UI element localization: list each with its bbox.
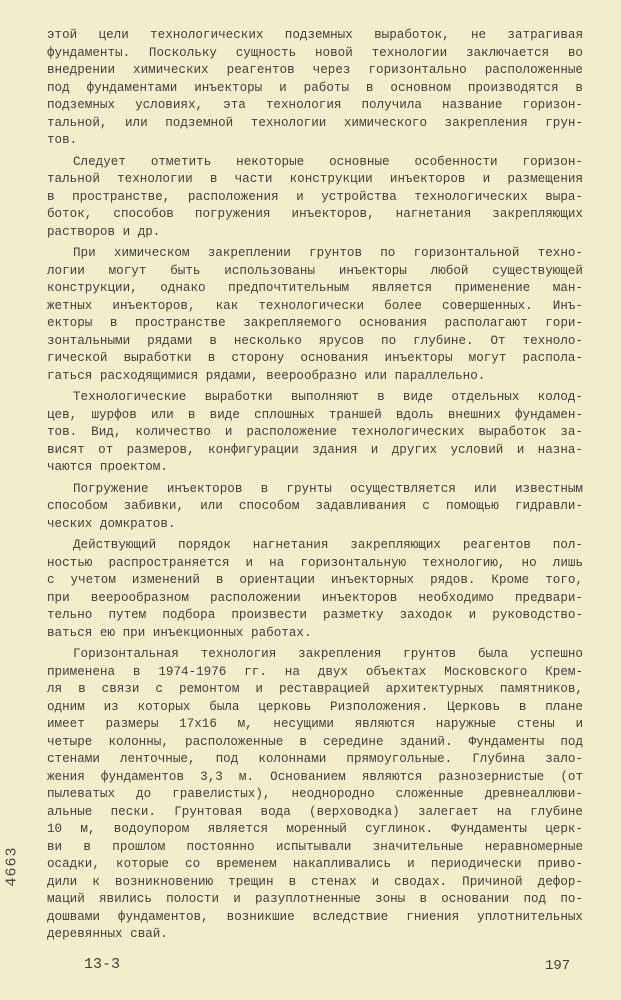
paragraph bbox=[47, 537, 583, 642]
text-line: растворов и др. bbox=[47, 224, 161, 239]
paragraph bbox=[47, 245, 583, 385]
text-line: в пространстве, расположения и устройства технологических выра- bbox=[47, 189, 583, 204]
text-line: осадки, которые со временем накапливались и периодически приво- bbox=[47, 857, 583, 871]
text-line: тов. Вид, количество и расположение технологических выработок за- bbox=[47, 425, 583, 439]
text-line: жетных инъекторов, как технологически более совершенных. Инъ- bbox=[47, 298, 583, 313]
text-line: висят от размеров, конфигурации здания и других условий и назна- bbox=[47, 442, 583, 457]
text-line: под фундаментами инъекторы и работы в основном производятся в bbox=[47, 80, 583, 95]
paragraph bbox=[47, 646, 583, 944]
text-line: при веерообразном расположении инъекторов необходимо предвари- bbox=[47, 590, 583, 605]
paragraph bbox=[47, 27, 583, 150]
paragraph bbox=[47, 389, 583, 477]
text-line: гаться расходящимися рядами, веерообразно или параллельно. bbox=[47, 368, 486, 383]
text-line: боток, способов погружения инъекторов, нагнетания закрепляющих bbox=[47, 207, 583, 221]
signature-mark: 13-3 bbox=[84, 956, 121, 973]
text-line: фундаменты. Поскольку сущность новой технологии заключается во bbox=[47, 45, 583, 60]
text-line: маций явились полости и разуплотненные зоны в основании под по- bbox=[47, 892, 583, 906]
body-text bbox=[47, 27, 583, 948]
text-line: Погружение инъекторов в грунты осуществляется или известным bbox=[73, 481, 583, 496]
text-line: ческих домкратов. bbox=[47, 516, 176, 531]
text-line: стенами ленточные, под колоннами прямоугольные. Глубина зало- bbox=[47, 752, 583, 766]
text-line: цев, шурфов или в виде сплошных траншей вдоль внешних фундамен- bbox=[47, 407, 583, 422]
text-line: внедрении химических реагентов через горизонтально расположенные bbox=[47, 63, 583, 77]
page-number: 197 bbox=[545, 958, 571, 974]
text-line: с учетом изменений в ориентации инъекторных рядов. Кроме того, bbox=[47, 573, 583, 587]
text-line: логии могут быть использованы инъекторы любой существующей bbox=[47, 263, 583, 278]
text-line: ля в связи с ремонтом и реставрацией архитектурных памятников, bbox=[47, 682, 583, 696]
text-line: зонтальными рядами в несколько ярусов по глубине. От техноло- bbox=[47, 333, 583, 348]
text-line: тальной, или подземной технологии химического закрепления грун- bbox=[47, 115, 583, 130]
text-line: конструкции, однако предпочтительным является применение ман- bbox=[47, 281, 583, 295]
text-line: подземных условиях, эта технология получила название горизон- bbox=[47, 98, 583, 112]
text-line: ностью распространяется и на горизонтальную технологию, но лишь bbox=[47, 555, 583, 570]
text-line: жения фундаментов 3,3 м. Основанием являются разнозернистые (от bbox=[47, 769, 583, 784]
text-line: альные пески. Грунтовая вода (верховодка) залегает на глубине bbox=[47, 804, 583, 819]
text-line: Действующий порядок нагнетания закрепляющих реагентов пол- bbox=[73, 538, 583, 552]
text-line: чаются проектом. bbox=[47, 460, 168, 474]
text-line: дили к возникновению трещин в стенах и сводах. Причиной дефор- bbox=[47, 874, 583, 889]
text-line: 10 м, водоупором является моренный суглинок. Фундаменты церк- bbox=[47, 822, 583, 836]
text-line: гической выработки в сторону основания инъекторы могут распола- bbox=[47, 351, 583, 365]
text-line: Горизонтальная технология закрепления грунтов была успешно bbox=[73, 647, 583, 661]
paragraph bbox=[47, 154, 583, 242]
text-line: способом забивки, или способом задавливания с помощью гидравли- bbox=[47, 499, 583, 513]
text-line: дошвами фундаментов, возникшие вследствие гниения уплотнительных bbox=[47, 909, 583, 924]
text-line: пылеватых до гравелистых), неоднородно сложенные древнеаллюви- bbox=[47, 787, 583, 801]
text-line: тельно путем подбора произвести разметку заходок и руководство- bbox=[47, 608, 583, 622]
text-line: тов. bbox=[47, 133, 78, 147]
text-line: ваться ею при инъекционных работах. bbox=[47, 625, 312, 640]
text-line: применена в 1974-1976 гг. на двух объектах Московского Крем- bbox=[47, 664, 583, 679]
margin-number: 4663 bbox=[3, 846, 21, 887]
paragraph bbox=[47, 481, 583, 534]
text-line: тальной технологии в части конструкции инъекторов и размещения bbox=[47, 172, 583, 186]
text-line: екторы в пространстве закрепляемого основания располагают гори- bbox=[47, 316, 583, 330]
text-line: Следует отметить некоторые основные особенности горизон- bbox=[73, 154, 583, 169]
text-line: четыре колонны, расположенные в середине зданий. Фундаменты под bbox=[47, 734, 583, 749]
text-line: имеет размеры 17x16 м, несущими являются наружные стены и bbox=[47, 717, 583, 731]
text-line: одним из которых была церковь Ризположения. Церковь в плане bbox=[47, 699, 583, 714]
text-line: этой цели технологических подземных выработок, не затрагивая bbox=[47, 28, 583, 42]
text-line: Технологические выработки выполняют в виде отдельных колод- bbox=[73, 390, 583, 404]
text-line: деревянных свай. bbox=[47, 927, 168, 941]
text-line: При химическом закреплении грунтов по горизонтальной техно- bbox=[73, 246, 583, 260]
text-line: ви в прошлом постоянно испытывали значительные неравномерные bbox=[47, 839, 583, 854]
